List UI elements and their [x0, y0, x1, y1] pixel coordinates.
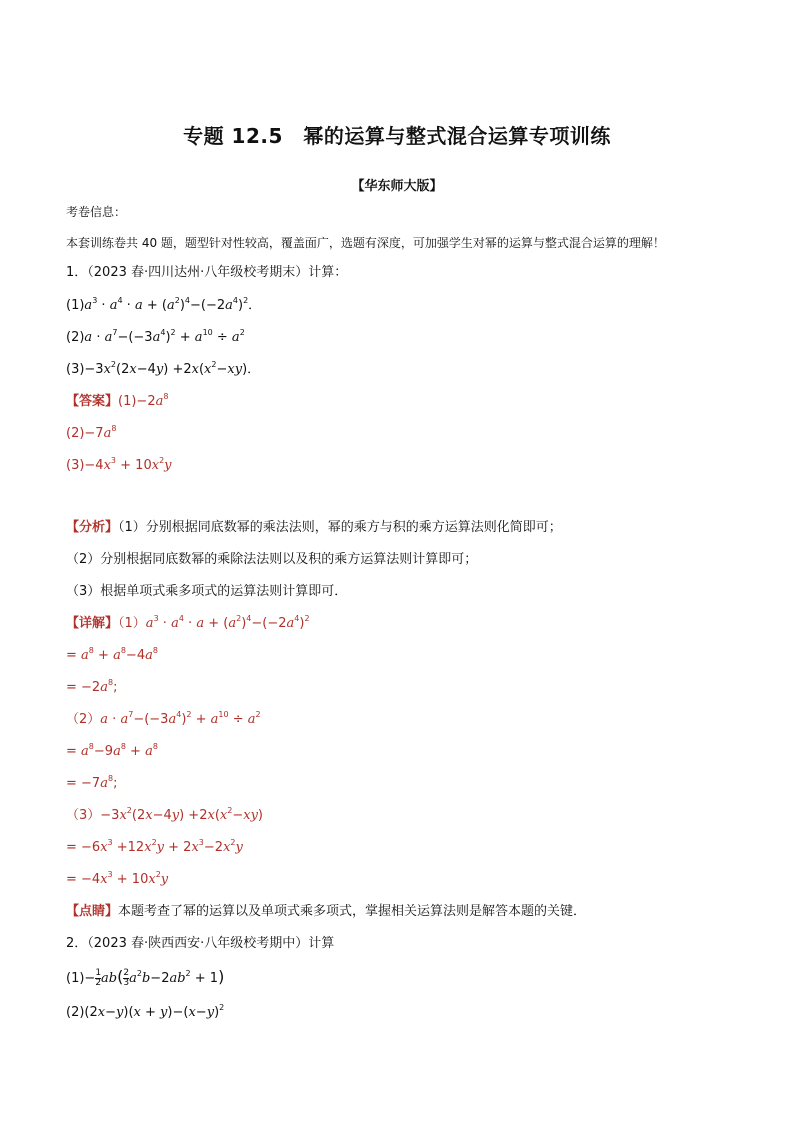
question-1-stem: 1．（2023 春·四川达州·八年级校考期末）计算：: [66, 265, 348, 280]
q1-analysis-2: （2）分别根据同底数幂的乘除法法则以及积的乘方运算法则计算即可；: [66, 552, 478, 567]
q1-answer-2: $(2)-7a^8$: [66, 424, 117, 441]
comment-label: 【点睛】: [66, 904, 119, 919]
q1-answer-3: $(3)-4x^3 + 10x^2y$: [66, 456, 172, 473]
q1-detail-step: = $-2a^8$;: [66, 678, 118, 695]
exam-info-text: 本套训练卷共 40 题，题型针对性较高，覆盖面广，选题有深度，可加强学生对幂的运算与整式混合运算的理解！: [66, 236, 665, 250]
q1-part-2: $(2)a \cdot a^7-(-3a^4)^2 + a^{10} \div a^2$: [66, 328, 245, 345]
question-2-stem: 2．（2023 春·陕西西安·八年级校考期中）计算: [66, 936, 335, 951]
q1-detail-step: = $-4x^3 + 10x^2y$: [66, 870, 169, 887]
q1-answer-1: 【答案】$(1)-2a^8$: [66, 392, 169, 409]
edition-label: 【华东师大版】: [351, 179, 443, 194]
analysis-label: 【分析】: [66, 520, 119, 535]
answer-label: 【答案】: [66, 394, 119, 409]
q2-part-2: $(2)(2x-y)(x + y)-(x-y)^2$: [66, 1003, 225, 1020]
q1-analysis-3: （3）根据单项式乘多项式的运算法则计算即可．: [66, 584, 348, 599]
q1-detail-1: 【详解】$(1)a^3 \cdot a^4 \cdot a + (a^2)^4-(-2a^4)^2$: [66, 614, 310, 631]
q1-part-1: $(1)a^3 \cdot a^4 \cdot a + (a^2)^4-(-2a^4)^2$．: [66, 296, 262, 313]
exam-info-label: 考卷信息：: [66, 205, 127, 219]
q2-part-1: (1)− $\frac{1}{2}$ ab( $\frac{2}{3}$ $a^2b-2ab^2 + 1$): [66, 967, 225, 988]
page-title: 专题 12.5 幂的运算与整式混合运算专项训练: [183, 124, 611, 148]
q1-part-3: $(3)-3x^2(2x-4y) +2x(x^2-xy)$．: [66, 360, 261, 377]
q1-detail-step: = $a^8 + a^8-4a^8$: [66, 646, 158, 663]
q1-analysis-1: 【分析】（1）分别根据同底数幂的乘法法则，幂的乘方与积的乘方运算法则化简即可；: [66, 520, 562, 535]
q1-comment: 【点睛】本题考查了幂的运算以及单项式乘多项式，掌握相关运算法则是解答本题的关键．: [66, 904, 587, 919]
detail-label: 【详解】: [66, 616, 119, 631]
q1-detail-2: $(2)a \cdot a^7-(-3a^4)^2 + a^{10} \div a^2$: [66, 710, 261, 727]
q1-detail-step: = $a^8-9a^8 + a^8$: [66, 742, 158, 759]
q1-detail-step: = $-6x^3 +12x^2y + 2x^3-2x^2y$: [66, 838, 243, 855]
q1-detail-step: = $-7a^8$;: [66, 774, 118, 791]
q1-detail-3: $(3)-3x^2(2x-4y) +2x(x^2-xy)$: [66, 806, 263, 823]
